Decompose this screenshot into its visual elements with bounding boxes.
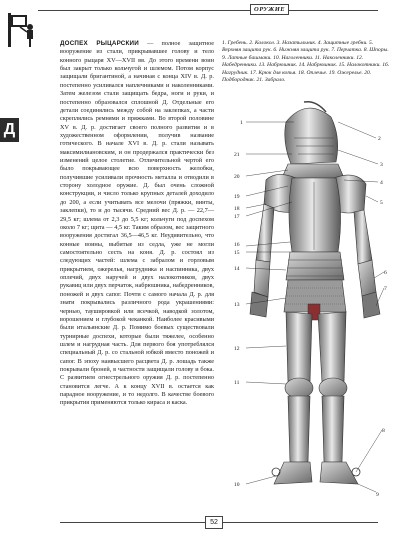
callout-label: 14 xyxy=(234,266,240,272)
header-rule xyxy=(38,10,378,11)
callout-label: 6 xyxy=(384,270,387,276)
section-label: ОРУЖИЕ xyxy=(250,4,289,15)
callout-label: 9 xyxy=(376,492,379,498)
man-with-sign-icon xyxy=(6,13,36,47)
callout-label: 20 xyxy=(234,174,240,180)
figure-legend: 1. Гребень. 2. Колокол. 3. Назатыльник. 4. Защитные гребни. 5. Верхняя защита рук. 6. Нижняя защита рук. 7. Перчатка. 8. Шпоры. 9. Латные башмаки. 10. Наголенники. 11. Наколенники. 12. Набедренники. 13. Набрюшник. 14. Набрюшник. 15. Налокотники. 16. Нагрудник. 17. Крюк для копья. 18. Оплечье. 19. Ожерелье. 20. Подбородник. 21. Забрало. xyxy=(222,40,390,84)
callout-label: 5 xyxy=(380,200,383,206)
callout-label: 10 xyxy=(234,482,240,488)
callout-label: 19 xyxy=(234,194,240,200)
armor-illustration xyxy=(216,92,396,512)
callout-label: 2 xyxy=(378,136,381,142)
callout-label: 4 xyxy=(380,180,383,186)
callout-label: 17 xyxy=(234,214,240,220)
callout-label: 16 xyxy=(234,242,240,248)
article-body: — полное защитное вооружение из стали, прикрывавшее голову и тело конного рыцаря XV—XVII вв. До этого времени воин был закрыт только кольчугой и шлемом. Потом корпус защищали бригантиной, а начиная с конца XIV в. Д. р. постепенно усиливался наплечниками и наколенниками. Затем железом стали защищать бедра, ноги и руки, и постепенно образовался сплошной Д. Отдельные его детали соединялись между собой на заклепках, а части скреплялись ремнями и пряжками. Во второй половине XV в. Д. р. достигает своего полного развития и в художественном оформлении, получив название готического. В начале XVI в. Д. р. стали называть максимилиановским, и он продержался практически без изменений целое столетие. Отличительной чертой его было покрывающее всю поверхность желобки, получившие усиливали прочность металла и отводили в сторону холодное оружие. Д. был очень сложной конструкции, и число только крупных деталей доходило до 200, а если учитывать все мелочи (пряжки, винты, заклепки), то и до тысячи. Средний вес Д. р. — 22,7—29,5 кг; шлема от 2,3 до 5,5 кг; кольчуги под доспехом около 7 кг; щита — 4,5 кг. Таким образом, вес защитного вооружения достигал 36,5—46,5 кг. Неудивительно, что конные воины, выбитые из седла, уже не могли самостоятельно сесть на коня. Д. р. состоял из следующих частей: шлема с забралом и горловым прикрытием, ожерелья, нагрудника и наспинника, двух оплечий, двух наручей и двух налокотников, двух рукавиц или двух перчаток, набрюшника, набедренников, поножей и двух сапог. Почти с самого начала Д. р. для знати покрывались различного рода украшениями: чернью, таушировкой или всечкой, наводкой золотом, ворошением и глубокой чеканкой. Наиболее красивыми были итальянские Д. р. Помимо боевых существовали турнирные доспехи, которые были тяжелее, особенно шлем и нагрудная часть. Для первого боя употреблялся специальный Д. р. со стальной юбкой вместо поножей и сапог. В эпоху наивысшего расцвета Д. р. лошадь также покрывали броней, в частности защищали голову и бока. С развитием огнестрельного оружия Д. р. постепенно становится легче. А к концу XVII в. остается как парадное вооружение, и то недолго. В качестве боевого прикрытия применяются только кираса и каска. xyxy=(60,40,214,407)
callout-label: 8 xyxy=(382,428,385,434)
callout-label: 18 xyxy=(234,206,240,212)
article-text xyxy=(60,40,214,502)
callout-label: 15 xyxy=(234,250,240,256)
callout-label: 12 xyxy=(234,346,240,352)
callout-label: 11 xyxy=(234,380,240,386)
callout-label: 13 xyxy=(234,302,240,308)
callout-label: 7 xyxy=(384,286,387,292)
callout-label: 21 xyxy=(234,152,240,158)
letter-tab: Д xyxy=(0,118,19,142)
callout-label: 1 xyxy=(240,120,243,126)
article-term: ДОСПЕХ РЫЦАРСКИЙ xyxy=(60,40,139,47)
page-number: 52 xyxy=(205,516,223,529)
callout-label: 3 xyxy=(380,162,383,168)
